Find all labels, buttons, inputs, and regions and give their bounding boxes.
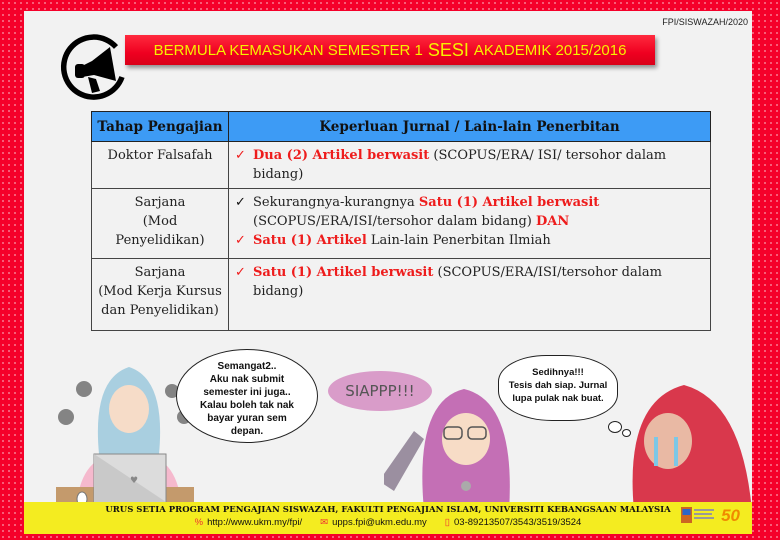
requirements-table	[91, 111, 711, 331]
banner-text-sesi: SESI	[427, 39, 469, 60]
checkmark-icon: ✓	[235, 233, 246, 248]
phone-icon: ▯	[444, 517, 451, 528]
requirement-cell	[229, 259, 711, 331]
footer-bar	[24, 502, 752, 534]
column-header-requirements: Keperluan Jurnal / Lain-lain Penerbitan	[229, 112, 711, 142]
banner-text-1: BERMULA KEMASUKAN SEMESTER 1	[153, 41, 423, 59]
level-cell: Doktor Falsafah	[92, 142, 229, 189]
ukm-crest-logo	[681, 506, 715, 526]
50-years-logo: 50	[721, 506, 740, 525]
requirement-cell	[229, 142, 711, 189]
checkmark-icon: ✓	[235, 265, 246, 280]
table-row	[92, 189, 711, 259]
svg-text:♥: ♥	[130, 476, 139, 486]
footer-title: URUS SETIA PROGRAM PENGAJIAN SISWAZAH, FAKULTI PENGAJIAN ISLAM, UNIVERSITI KEBANGSAAN MALAYSIA	[105, 505, 671, 515]
table-header-row	[92, 112, 711, 142]
checkmark-icon: ✓	[235, 195, 246, 210]
document-code: FPI/SISWAZAH/2020	[662, 17, 748, 27]
email-link[interactable]: ✉ upps.fpi@ukm.edu.my	[320, 517, 427, 528]
column-header-level: Tahap Pengajian	[92, 112, 229, 142]
poster-panel	[24, 11, 752, 508]
siap-speech-blob: SIAPPP!!!	[328, 371, 432, 411]
requirement-cell	[229, 189, 711, 259]
table-row	[92, 259, 711, 331]
headline-banner	[125, 35, 655, 65]
speech-bubble-left: Semangat2.. Aku nak submit semester ini juga.. Kalau boleh tak nak bayar yuran sem depan.	[176, 349, 318, 443]
website-link[interactable]: % http://www.ukm.my/fpi/	[194, 517, 303, 528]
logos	[681, 506, 740, 526]
envelope-icon: ✉	[320, 517, 329, 528]
table-row	[92, 142, 711, 189]
footer-contacts	[24, 517, 752, 528]
link-icon: %	[194, 517, 204, 528]
level-cell: Sarjana (Mod Penyelidikan)	[92, 189, 229, 259]
level-cell: Sarjana (Mod Kerja Kursus dan Penyelidikan)	[92, 259, 229, 331]
checkmark-icon: ✓	[235, 148, 246, 163]
thought-bubble-right: Sedihnya!!! Tesis dah siap. Jurnal lupa pulak nak buat.	[498, 355, 618, 421]
requirement-item: ✓ Satu (1) Artikel berwasit (SCOPUS/ERA/ISI/tersohor dalam bidang)	[235, 265, 662, 299]
phone-number: ▯ 03-89213507/3543/3519/3524	[444, 517, 582, 528]
comic-illustration	[24, 341, 752, 506]
crying-student-illustration	[624, 371, 752, 511]
requirement-item: ✓ Dua (2) Artikel berwasit (SCOPUS/ERA/ ISI/ tersohor dalam bidang)	[235, 148, 667, 182]
student-laptop-illustration	[44, 359, 194, 509]
requirement-item: ✓ Satu (1) Artikel Lain-lain Penerbitan Ilmiah	[235, 233, 551, 248]
megaphone-icon	[58, 31, 134, 107]
banner-text-2: AKADEMIK 2015/2016	[473, 41, 627, 59]
thought-dot	[608, 421, 622, 433]
requirement-item: ✓ Sekurangnya-kurangnya Satu (1) Artikel berwasit (SCOPUS/ERA/ISI/tersohor dalam bidang) DAN	[235, 195, 600, 229]
